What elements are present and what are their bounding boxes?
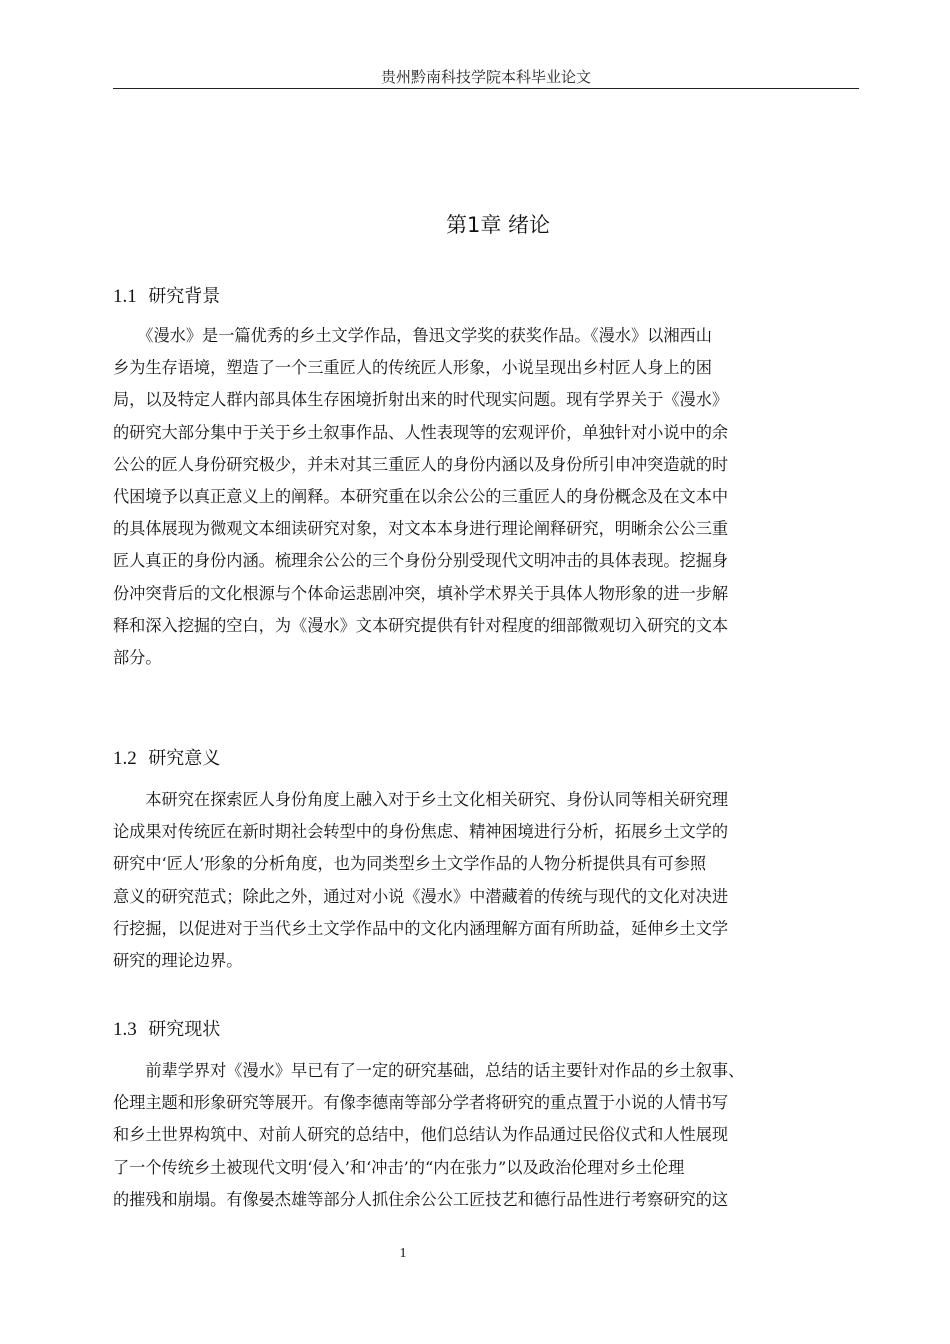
text-line: 公公的匠人身份研究极少，并未对其三重匠人的身份内涵以及身份所引申冲突造就的时 <box>113 454 729 474</box>
text-line: 释和深入挖掘的空白，为《漫水》文本研究提供有针对程度的细部微观切入研究的文本 <box>113 615 729 635</box>
running-header: 贵州黔南科技学院本科毕业论文 <box>380 68 591 86</box>
section-number: 1.2 <box>113 748 137 769</box>
chapter-title: 第1章 绪论 <box>445 213 551 237</box>
section-title: 研究现状 <box>148 1019 221 1040</box>
text-line: 的具体展现为微观文本细读研究对象，对文本本身进行理论阐释研究，明晰余公公三重 <box>113 519 729 539</box>
text-line: 匠人真正的身份内涵。梳理余公公的三个身份分别受现代文明冲击的具体表现。挖掘身 <box>113 551 729 571</box>
section-number: 1.1 <box>113 286 137 307</box>
text-line: 局，以及特定人群内部具体生存困境折射出来的时代现实问题。现有学界关于《漫水》 <box>113 390 729 410</box>
text-line: 份冲突背后的文化根源与个体命运悲剧冲突，填补学术界关于具体人物形象的进一步解 <box>113 583 729 603</box>
text-line: 研究中‘匠人’形象的分析角度，也为同类型乡土文学作品的人物分析提供具有可参照 <box>113 854 707 874</box>
text-line: 代困境予以真正意义上的阐释。本研究重在以余公公的三重匠人的身份概念及在文本中 <box>113 486 729 506</box>
text-line: 乡为生存语境，塑造了一个三重匠人的传统匠人形象，小说呈现出乡村匠人身上的困 <box>113 358 712 378</box>
text-line: 前辈学界对《漫水》早已有了一定的研究基础，总结的话主要针对作品的乡土叙事、 <box>113 1061 745 1080</box>
section-title: 研究意义 <box>148 748 221 769</box>
section-heading-1-3 <box>113 1017 220 1043</box>
text-line: 行挖掘，以促进对于当代乡土文学作品中的文化内涵理解方面有所助益，延伸乡土文学 <box>113 918 729 938</box>
text-line: 伦理主题和形象研究等展开。有像李德南等部分学者将研究的重点置于小说的人情书写 <box>113 1093 729 1113</box>
paragraph-significance <box>113 784 728 977</box>
text-line: 研究的理论边界。 <box>113 950 243 970</box>
text-line: 了一个传统乡土被现代文明‘侵入’和‘冲击’的“内在张力”以及政治伦理对乡土伦理 <box>113 1157 685 1177</box>
text-line: 部分。 <box>113 647 162 667</box>
text-line: 意义的研究范式；除此之外，通过对小说《漫水》中潜藏着的传统与现代的文化对决进 <box>113 886 729 906</box>
text-line: 《漫水》是一篇优秀的乡土文学作品，鲁迅文学奖的获奖作品。《漫水》以湘西山 <box>113 326 712 345</box>
section-heading-1-1 <box>113 284 220 310</box>
text-line: 和乡土世界构筑中、对前人研究的总结中，他们总结认为作品通过民俗仪式和人性展现 <box>113 1125 729 1145</box>
text-line: 的研究大部分集中于关于乡土叙事作品、人性表现等的宏观评价，单独针对小说中的余 <box>113 422 729 442</box>
paragraph-background <box>113 320 728 674</box>
section-number: 1.3 <box>113 1019 137 1040</box>
text-line: 论成果对传统匠在新时期社会转型中的身份焦虑、精神困境进行分析，拓展乡土文学的 <box>113 822 729 842</box>
header-rule <box>113 88 859 89</box>
section-title: 研究背景 <box>148 286 221 307</box>
page-number: 1 <box>399 1246 407 1261</box>
paragraph-status <box>113 1055 744 1216</box>
section-heading-1-2 <box>113 746 220 772</box>
text-line: 本研究在探索匠人身份角度上融入对于乡土文化相关研究、身份认同等相关研究理 <box>113 790 729 809</box>
text-line: 的摧残和崩塌。有像晏杰雄等部分人抓住余公公工匠技艺和德行品性进行考察研究的这 <box>113 1189 729 1209</box>
